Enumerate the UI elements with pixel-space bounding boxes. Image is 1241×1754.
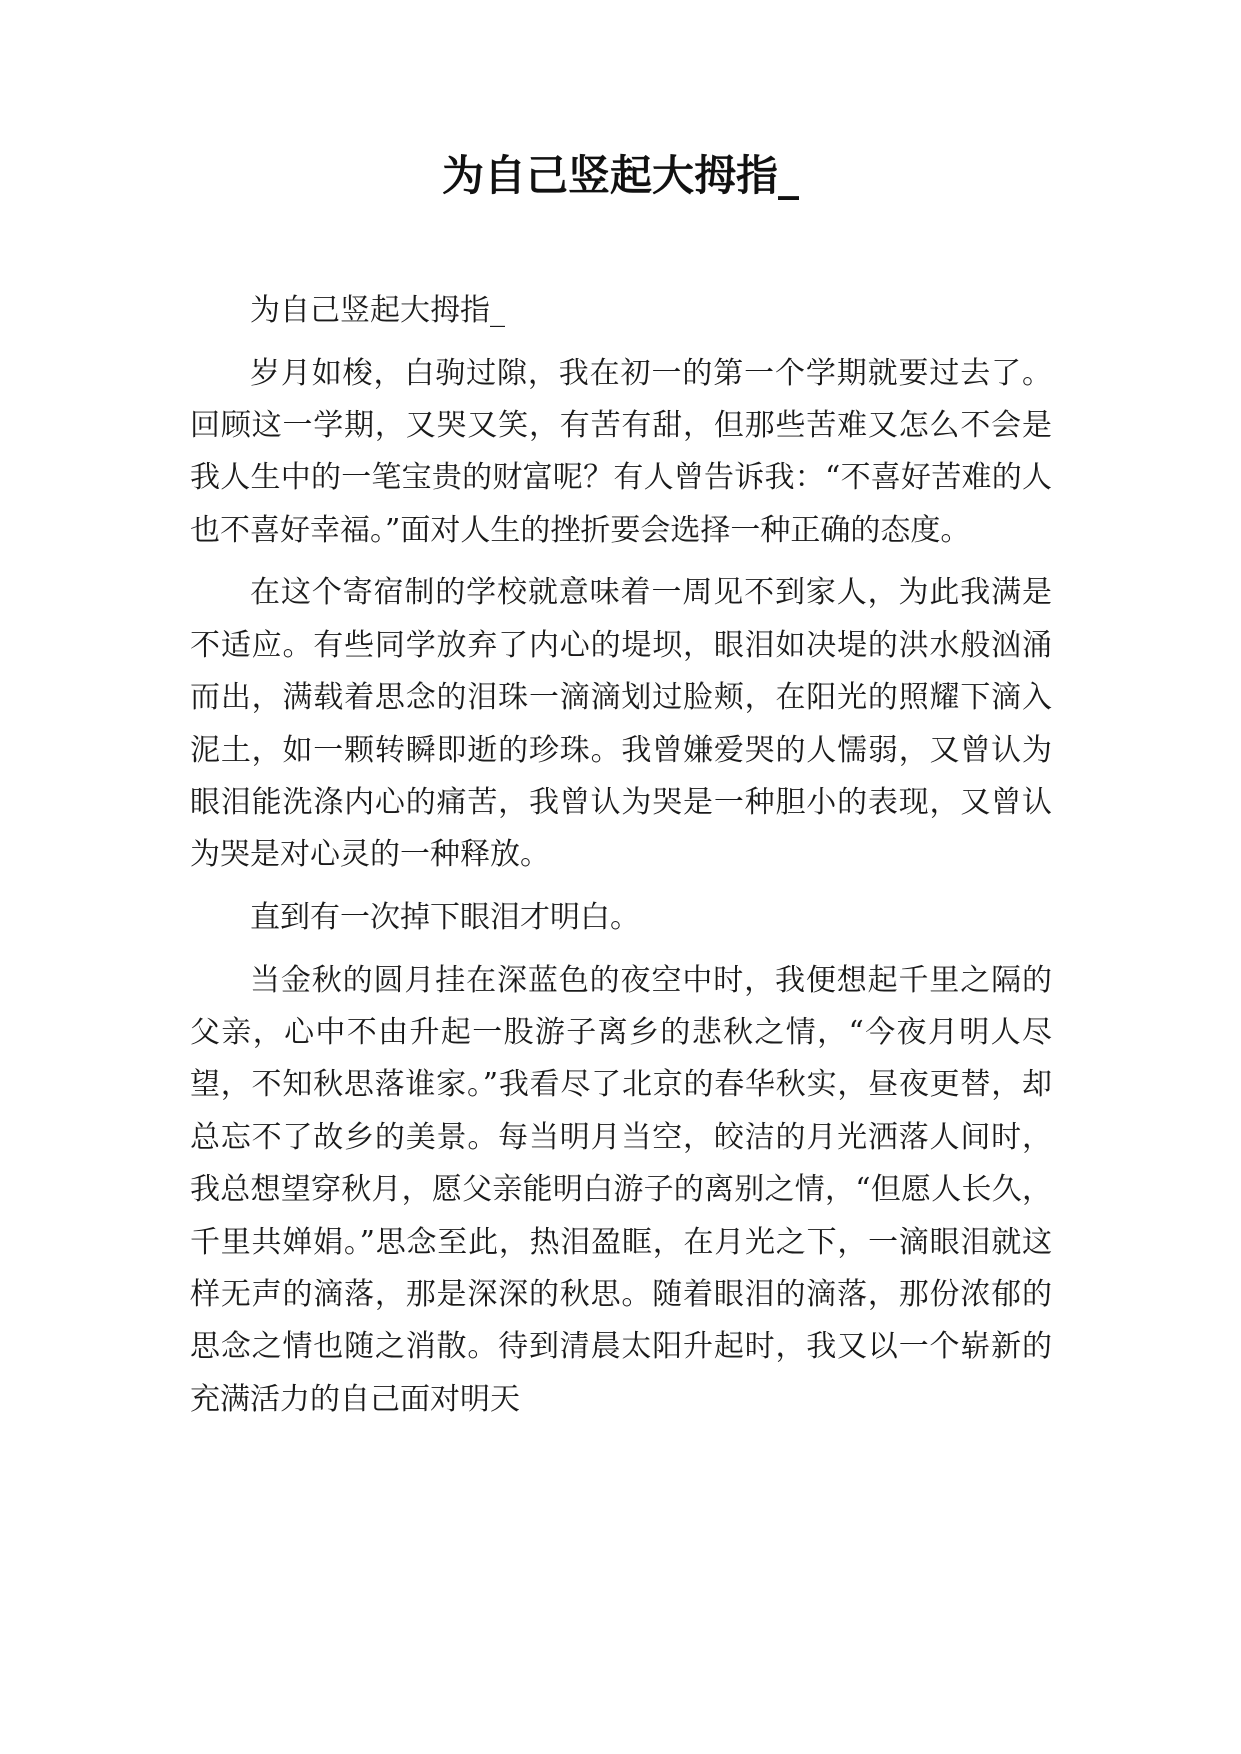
paragraph: 当金秋的圆月挂在深蓝色的夜空中时，我便想起千里之隔的父亲，心中不由升起一股游子离乡的悲秋之情，“今夜月明人尽望，不知秋思落谁家。”我看尽了北京的春华秋实，昼夜更替，却总忘不了故乡的美景。每当明月当空，皎洁的月光洒落人间时，我总想望穿秋月，愿父亲能明白游子的离别之情，“但愿人长久，千里共婵娟。”思念至此，热泪盈眶，在月光之下，一滴眼泪就这样无声的滴落，那是深深的秋思。随着眼泪的滴落，那份浓郁的思念之情也随之消散。待到清晨太阳升起时，我又以一个崭新的充满活力的自己面对明天	[190, 962, 1052, 1417]
paragraph: 岁月如梭，白驹过隙，我在初一的第一个学期就要过去了。回顾这一学期，又哭又笑，有苦有甜，但那些苦难又怎么不会是我人生中的一笔宝贵的财富呢？有人曾告诉我：“不喜好苦难的人也不喜好幸福。”面对人生的挫折要会选择一种正确的态度。	[190, 355, 1052, 548]
paragraph-subtitle: 为自己竖起大拇指_	[250, 293, 505, 328]
paragraph: 在这个寄宿制的学校就意味着一周见不到家人，为此我满是不适应。有些同学放弃了内心的堤坝，眼泪如决堤的洪水般汹涌而出，满载着思念的泪珠一滴滴划过脸颊，在阳光的照耀下滴入泥土，如一颗转瞬即逝的珍珠。我曾嫌爱哭的人懦弱，又曾认为眼泪能洗涤内心的痛苦，我曾认为哭是一种胆小的表现，又曾认为哭是对心灵的一种释放。	[190, 575, 1052, 873]
paragraph: 直到有一次掉下眼泪才明白。	[250, 900, 640, 936]
document-body	[190, 285, 1052, 1436]
document-title: 为自己竖起大拇指_	[441, 151, 799, 200]
